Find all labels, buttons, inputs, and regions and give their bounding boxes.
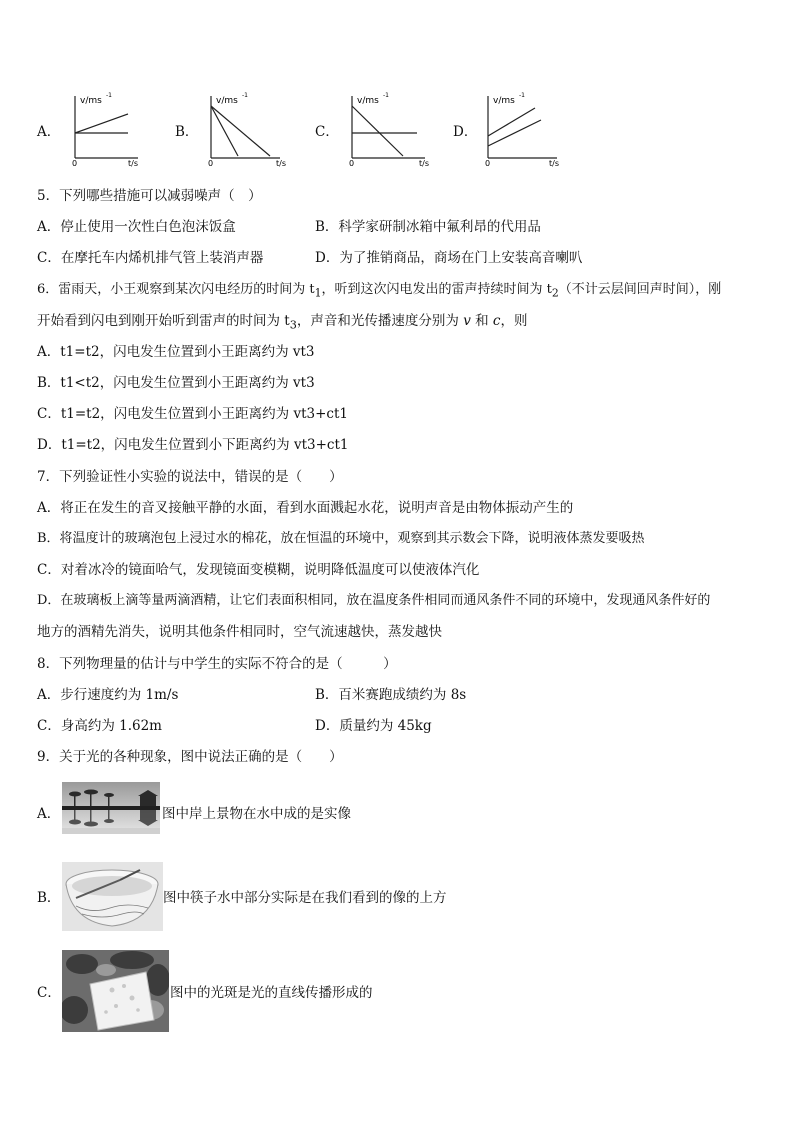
q6-stem-part4: 开始看到闪电到刚开始听到雷声的时间为 t (37, 313, 290, 329)
q6-option-a: A．t1=t2，闪电发生位置到小王距离约为 vt3 (37, 344, 315, 360)
q5-option-d: D．为了推销商品，商场在门上安装高音喇叭 (315, 250, 583, 266)
q9-option-b-label: B． (37, 890, 61, 906)
q6-sub-1: 1 (314, 286, 322, 300)
q6-v-symbol: v (463, 313, 471, 329)
reflection-photo (62, 782, 160, 834)
q6-stem-part5: ，声音和光传播速度分别为 (296, 313, 464, 329)
q6-stem-line2 (37, 312, 527, 335)
q9-option-a-label: A． (37, 806, 61, 822)
q8-stem: 8．下列物理量的估计与中学生的实际不符合的是（ ） (37, 656, 397, 672)
q5-option-a: A．停止使用一次性白色泡沫饭盒 (37, 219, 236, 235)
q6-option-b: B．t1<t2，闪电发生位置到小王距离约为 vt3 (37, 375, 315, 391)
q4-b-ylabel: v/ms (216, 96, 238, 106)
chopsticks-bowl-photo (62, 862, 163, 931)
q6-option-d: D．t1=t2，闪电发生位置到小下距离约为 vt3+ct1 (37, 437, 349, 453)
q7-option-c: C．对着冰冷的镜面哈气，发现镜面变模糊，说明降低温度可以使液体汽化 (37, 562, 480, 578)
q4-c-ylabel: v/ms (357, 96, 379, 106)
q7-option-b: B．将温度计的玻璃泡包上浸过水的棉花，放在恒温的环境中，观察到其示数会下降，说明液体蒸发要吸热 (37, 531, 645, 546)
q7-stem: 7．下列验证性小实验的说法中，错误的是（ ） (37, 469, 343, 485)
q4-graph-c (337, 86, 437, 172)
q4-a-ylabel: v/ms (80, 96, 102, 106)
q6-and: 和 (470, 313, 493, 329)
q9-option-b-text: 图中筷子水中部分实际是在我们看到的像的上方 (163, 890, 447, 906)
q6-sub-3: 3 (289, 318, 297, 332)
q7-option-a: A．将正在发生的音叉接触平静的水面，看到水面溅起水花，说明声音是由物体振动产生的 (37, 500, 574, 516)
q4-option-b-label: B． (175, 124, 199, 140)
q4-option-d-label: D． (453, 124, 478, 140)
q9-option-c-text: 图中的光斑是光的直线传播形成的 (170, 985, 373, 1001)
q9-option-a-text: 图中岸上景物在水中成的是实像 (162, 806, 351, 822)
q7-option-d-line1: D．在玻璃板上滴等量两滴酒精，让它们表面积相同，放在温度条件相同而通风条件不同的环境中，发现通风条件好的 (37, 593, 711, 608)
q8-option-a: A．步行速度约为 1m/s (37, 687, 179, 703)
q6-sub-2: 2 (551, 286, 559, 300)
q9-stem: 9．关于光的各种现象，图中说法正确的是（ ） (37, 749, 343, 765)
q9-option-c-label: C． (37, 985, 61, 1001)
q5-option-b: B．科学家研制冰箱中氟利昂的代用品 (315, 219, 541, 235)
q6-stem-part2: ，听到这次闪电发出的雷声持续时间为 t (321, 282, 552, 297)
q4-a-ysup: -1 (106, 92, 112, 99)
q4-d-origin: 0 (485, 159, 491, 168)
q4-b-origin: 0 (208, 159, 214, 168)
q6-stem-part3: （不计云层间回声时间），刚 (558, 282, 722, 297)
q4-d-ysup: -1 (519, 92, 525, 99)
q5-stem: 5．下列哪些措施可以减弱噪声（ ） (37, 188, 262, 204)
q4-c-origin: 0 (349, 159, 355, 168)
q4-graph-b (196, 86, 291, 172)
q4-b-xlabel: t/s (276, 159, 286, 168)
q6-stem-part1: 6．雷雨天，小王观察到某次闪电经历的时间为 t (37, 282, 315, 297)
q4-a-xlabel: t/s (128, 159, 138, 168)
q4-c-xlabel: t/s (419, 159, 429, 168)
q6-c-symbol: c (492, 313, 501, 329)
q6-stem-line1 (37, 281, 721, 303)
q4-option-a-label: A． (37, 124, 61, 140)
q4-c-ysup: -1 (383, 92, 389, 99)
q6-stem-part6: ，则 (500, 313, 528, 329)
q4-graph-d (473, 86, 568, 172)
q7-option-d-line2: 地方的酒精先消失，说明其他条件相同时，空气流速越快，蒸发越快 (37, 624, 442, 640)
light-spots-photo (62, 950, 169, 1032)
q8-option-d: D．质量约为 45kg (315, 718, 432, 734)
q4-d-xlabel: t/s (549, 159, 559, 168)
q4-a-origin: 0 (72, 159, 78, 168)
q4-b-ysup: -1 (242, 92, 248, 99)
q4-d-ylabel: v/ms (493, 96, 515, 106)
q4-option-c-label: C． (315, 124, 339, 140)
q5-option-c: C．在摩托车内烯机排气管上装消声器 (37, 250, 264, 266)
q8-option-c: C．身高约为 1.62m (37, 718, 162, 734)
q4-graph-a (60, 86, 150, 172)
q8-option-b: B．百米赛跑成绩约为 8s (315, 687, 467, 703)
q6-option-c: C．t1=t2，闪电发生位置到小王距离约为 vt3+ct1 (37, 406, 348, 422)
